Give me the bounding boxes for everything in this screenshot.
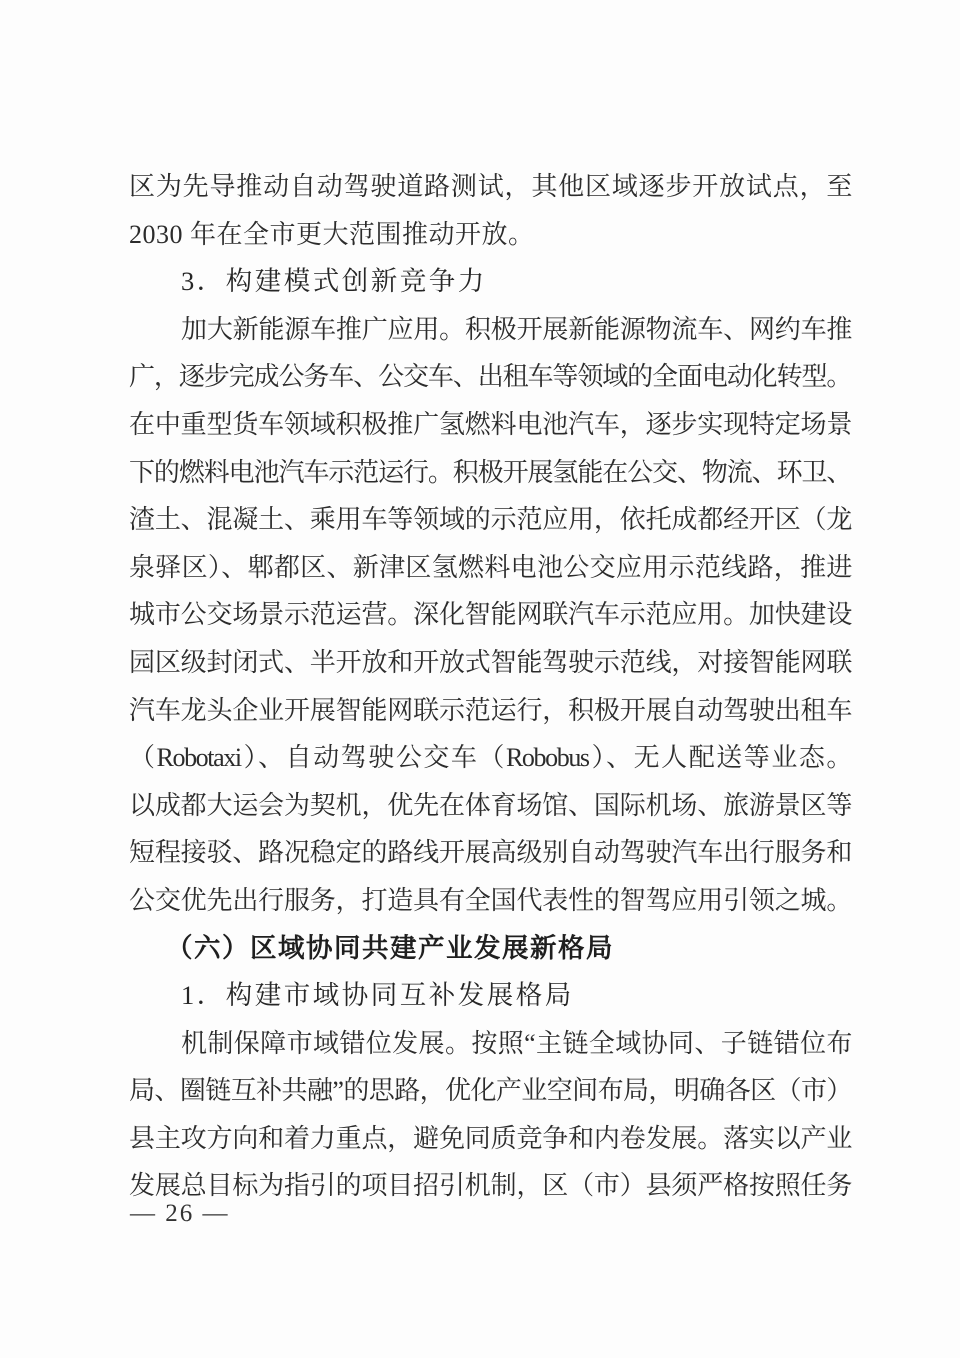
text-line: 2030 年在全市更大范围推动开放。 — [129, 219, 535, 249]
text-line: 在中重型货车领域积极推广氢燃料电池汽车，逐步实现特定场景 — [129, 409, 851, 439]
text-block — [129, 163, 851, 1210]
text-line: 泉驿区）、郫都区、新津区氢燃料电池公交应用示范线路，推进 — [129, 552, 851, 582]
numbered-heading: 3．构建模式创新竞争力 — [181, 266, 487, 297]
text-line: 汽车龙头企业开展智能网联示范运行，积极开展自动驾驶出租车 — [129, 695, 851, 725]
section-heading: （六）区域协同共建产业发展新格局 — [166, 932, 614, 963]
text-line: 以成都大运会为契机，优先在体育场馆、国际机场、旅游景区等 — [129, 790, 851, 820]
text-line: 区为先导推动自动驾驶道路测试，其他区域逐步开放试点，至 — [129, 172, 851, 201]
text-line: 短程接驳、路况稳定的路线开展高级别自动驾驶汽车出行服务和 — [129, 838, 851, 868]
text-line: 公交优先出行服务，打造具有全国代表性的智驾应用引领之城。 — [129, 885, 851, 915]
text-line: 渣土、混凝土、乘用车等领域的示范应用，依托成都经开区（龙 — [129, 505, 851, 535]
text-line: 园区级封闭式、半开放和开放式智能驾驶示范线，对接智能网联 — [129, 647, 851, 677]
text-line: 广，逐步完成公务车、公交车、出租车等领域的全面电动化转型。 — [129, 362, 851, 392]
text-line: 城市公交场景示范运营。深化智能网联汽车示范应用。加快建设 — [129, 600, 851, 630]
text-line: （Robotaxi）、自动驾驶公交车（Robobus）、无人配送等业态。 — [129, 743, 851, 773]
text-line: 加大新能源车推广应用。积极开展新能源物流车、网约车推 — [181, 314, 851, 344]
text-line: 发展总目标为指引的项目招引机制，区（市）县须严格按照任务 — [129, 1171, 851, 1201]
text-line: 机制保障市域错位发展。按照“主链全域协同、子链错位布 — [181, 1028, 851, 1058]
page-number: — 26 — — [130, 1200, 230, 1227]
text-line: 局、圈链互补共融”的思路，优化产业空间布局，明确各区（市） — [129, 1076, 851, 1106]
text-line: 县主攻方向和着力重点，避免同质竞争和内卷发展。落实以产业 — [129, 1123, 851, 1153]
numbered-heading: 1．构建市域协同互补发展格局 — [181, 980, 574, 1011]
text-line: 下的燃料电池汽车示范运行。积极开展氢能在公交、物流、环卫、 — [129, 457, 851, 487]
